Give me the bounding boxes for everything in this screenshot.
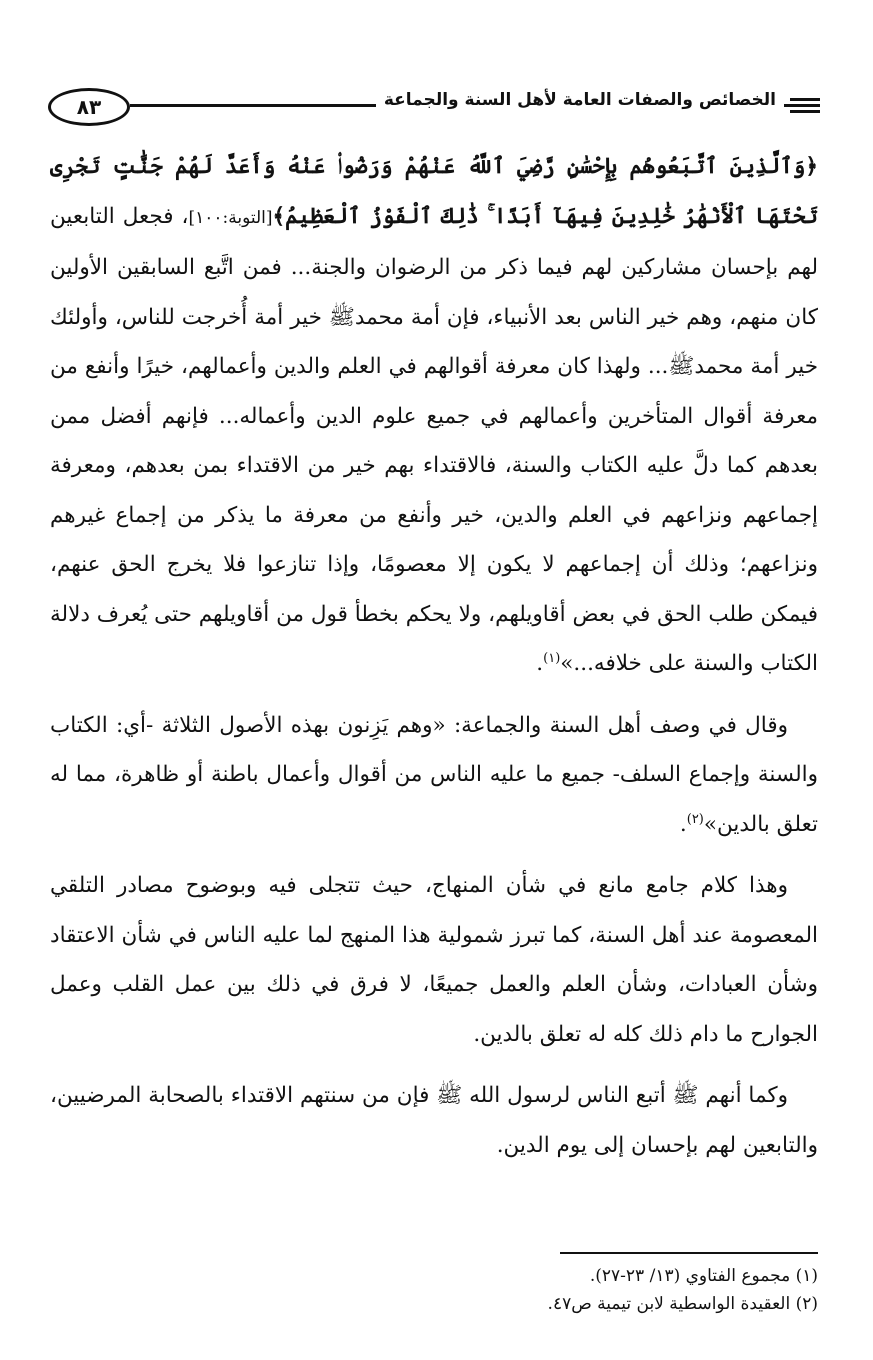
paragraph-1-end: . bbox=[536, 651, 544, 676]
paragraph-2-text: وقال في وصف أهل السنة والجماعة: «وهم يَزِنون بهذه الأصول الثلاثة -أي: الكتاب والسنة وإجماع السلف- جميع ما عليه الناس من أقوال وأعمال باطنة أو ظاهرة، مما له تعلق بالدين» bbox=[50, 712, 818, 837]
page-number: ٨٣ bbox=[48, 88, 130, 126]
paragraph-1-text: ، فجعل التابعين لهم بإحسان مشاركين لهم فيما ذكر من الرضوان والجنة... فمن اتَّبع السابقين الأولين كان منهم، وهم خير الناس بعد الأنبياء، فإن أمة محمدﷺ خير أمة أُخرجت للناس، وأولئك خير أمة محمدﷺ... ولهذا كان معرفة أقوالهم في العلم والدين وأعمالهم، خيرًا وأنفع من معرفة أقوال المتأخرين وأعمالهم في جميع علوم الدين وأعماله... فإنهم أفضل ممن بعدهم كما دلَّ عليه الكتاب والسنة، فالاقتداء بهم خير من الاقتداء بمن بعدهم، ومعرفة إجماعهم ونزاعهم في العلم والدين، خير وأنفع من معرفة ما يذكر من إجماع غيرهم ونزاعهم؛ وذلك أن إجماعهم لا يكون إلا معصومًا، وإذا تنازعوا فلا يخرج الحق عنهم، فيمكن طلب الحق في بعض أقاويلهم، ولا يحكم بخطأ قول من أقاويلهم حتى يُعرف دلالة الكتاب والسنة على خلافه...» bbox=[50, 203, 818, 676]
footnote-marker-2[interactable]: (٢) bbox=[686, 811, 704, 827]
footnote-marker-1[interactable]: (١) bbox=[543, 650, 561, 666]
footnote-2: (٢) العقيدة الواسطية لابن تيمية ص٤٧. bbox=[547, 1294, 818, 1314]
header-rule-double-bottom bbox=[790, 110, 820, 113]
paragraph-4: وكما أنهم ﷺ أتبع الناس لرسول الله ﷺ فإن من سنتهم الاقتداء بالصحابة المرضيين، والتابعين لهم بإحسان إلى يوم الدين. bbox=[50, 1083, 818, 1158]
header-rule-double-top bbox=[790, 98, 820, 101]
paragraph-3: وهذا كلام جامع مانع في شأن المنهاج، حيث تتجلى فيه وبوضوح مصادر التلقي المعصومة عند أهل السنة، كما تبرز شمولية هذا المنهج لما عليه الناس في شأن الاعتقاد وشأن العبادات، وشأن العلم والعمل جميعًا، لا فرق في ذلك بين عمل القلب وعمل الجوارح ما دام ذلك كله له تعلق بالدين. bbox=[50, 873, 818, 1047]
paragraph-1 bbox=[50, 142, 818, 689]
quran-verse: ﴿وَٱلَّذِينَ ٱتَّبَعُوهُم بِإِحْسَٰنٍ رَّضِيَ ٱللَّهُ عَنْهُمْ وَرَضُوا۟ عَنْهُ وَأَعَدَّ لَهُمْ جَنَّٰتٍ تَجْرِى تَحْتَهَا ٱلْأَنْهَٰرُ خَٰلِدِينَ فِيهَآ أَبَدًا ۚ ذَٰلِكَ ٱلْفَوْزُ ٱلْعَظِيمُ﴾ bbox=[50, 154, 819, 229]
paragraph-2-end: . bbox=[679, 811, 687, 837]
running-header bbox=[48, 84, 820, 132]
footnotes bbox=[48, 1262, 818, 1318]
footnote-separator bbox=[560, 1252, 818, 1254]
main-text bbox=[50, 142, 818, 1182]
running-title: الخصائص والصفات العامة لأهل السنة والجماعة bbox=[376, 90, 784, 110]
footnote-1: (١) مجموع الفتاوي (١٣/ ٢٣-٢٧). bbox=[589, 1266, 818, 1286]
paragraph-2 bbox=[50, 701, 818, 850]
verse-reference: [التوبة:١٠٠] bbox=[188, 207, 273, 228]
